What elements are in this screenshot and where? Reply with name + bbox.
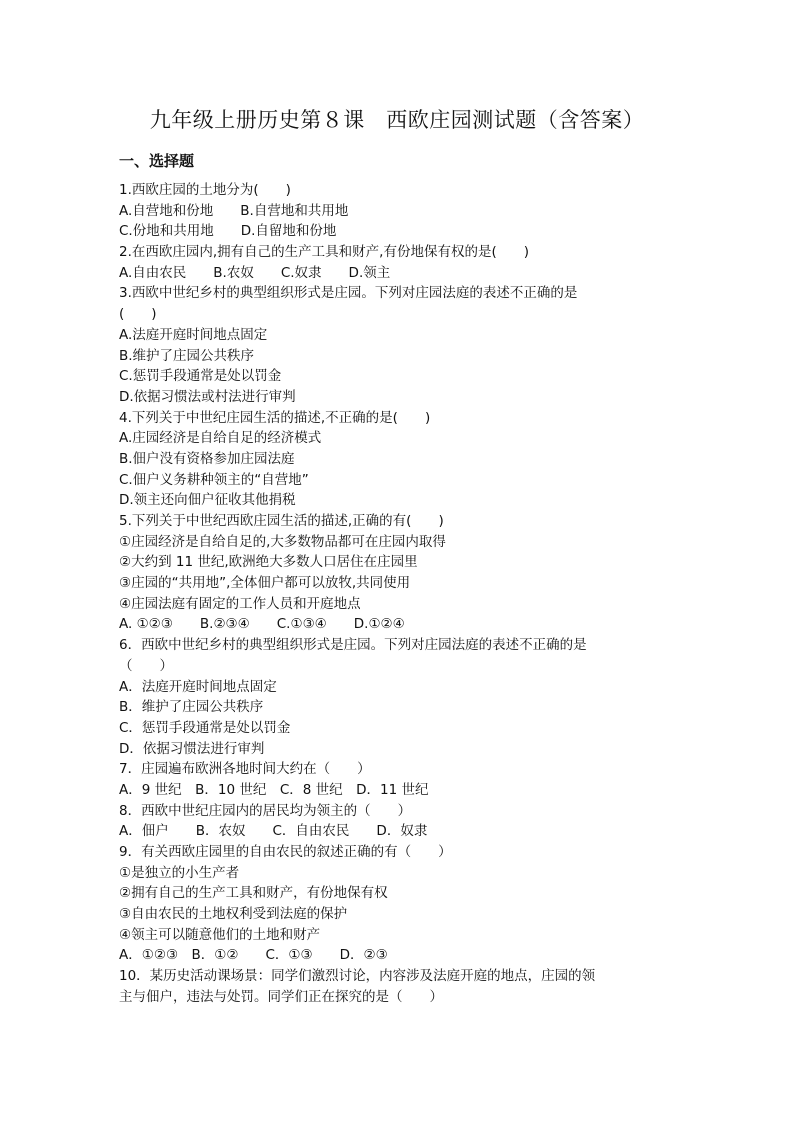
text-line: 4.下列关于中世纪庄园生活的描述,不正确的是( )	[119, 409, 431, 426]
text-line: 7．庄园遍布欧洲各地时间大约在（ ）	[119, 761, 371, 778]
text-line: 2.在西欧庄园内,拥有自己的生产工具和财产,有份地保有权的是( )	[119, 244, 529, 261]
text-line: ④领主可以随意他们的土地和财产	[119, 926, 321, 943]
text-line: C.份地和共用地 D.自留地和份地	[119, 223, 337, 240]
text-line: A.庄园经济是自给自足的经济模式	[119, 430, 322, 447]
text-line: C.佃户义务耕种领主的“自营地”	[119, 471, 309, 488]
text-line: 9．有关西欧庄园里的自由农民的叙述正确的有（ ）	[119, 844, 452, 860]
text-line: A.自由农民 B.农奴 C.奴隶 D.领主	[119, 264, 391, 281]
text-line: C．惩罚手段通常是处以罚金	[119, 719, 291, 736]
text-line: ①庄园经济是自给自足的,大多数物品都可在庄园内取得	[119, 533, 446, 550]
text-line: 3.西欧中世纪乡村的典型组织形式是庄园。下列对庄园法庭的表述不正确的是	[119, 285, 578, 302]
section-heading: 一、选择题	[119, 152, 195, 170]
text-line: A.法庭开庭时间地点固定	[119, 326, 268, 343]
text-line: ②大约到 11 世纪,欧洲绝大多数人口居住在庄园里	[119, 554, 418, 571]
text-line: A．佃户 B．农奴 C．自由农民 D．奴隶	[119, 823, 428, 840]
text-line: B.维护了庄园公共秩序	[119, 347, 255, 364]
text-line: ③自由农民的土地权利受到法庭的保护	[119, 906, 348, 923]
text-line: 10．某历史活动课场景：同学们激烈讨论，内容涉及法庭开庭的地点，庄园的领	[119, 968, 596, 985]
text-line: ③庄园的“共用地”,全体佃户都可以放牧,共同使用	[119, 575, 411, 592]
text-line: C.惩罚手段通常是处以罚金	[119, 368, 282, 385]
text-line: （ ）	[119, 657, 173, 674]
text-line: 5.下列关于中世纪西欧庄园生活的描述,正确的有( )	[119, 513, 444, 529]
text-line: A. ①②③ B.②③④ C.①③④ D.①②④	[119, 616, 405, 633]
document-title: 九年级上册历史第８课 西欧庄园测试题（含答案）	[149, 108, 645, 132]
text-line: 主与佃户，违法与处罚。同学们正在探究的是（ ）	[119, 988, 443, 1005]
text-line: A.自营地和份地 B.自营地和共用地	[119, 202, 349, 219]
text-line: A．法庭开庭时间地点固定	[119, 678, 277, 695]
question-body	[119, 180, 685, 1008]
text-line: D.领主还向佃户征收其他捐税	[119, 492, 296, 509]
text-line: ( )	[119, 306, 157, 323]
text-line: D．依据习惯法进行审判	[119, 740, 265, 757]
text-line: 6．西欧中世纪乡村的典型组织形式是庄园。下列对庄园法庭的表述不正确的是	[119, 637, 587, 654]
text-line: D.依据习惯法或村法进行审判	[119, 388, 296, 405]
text-line: A．9 世纪 B．10 世纪 C．8 世纪 D．11 世纪	[119, 781, 429, 798]
text-line: A．①②③ B．①② C．①③ D．②③	[119, 947, 388, 964]
text-line: ①是独立的小生产者	[119, 864, 240, 881]
text-line: ④庄园法庭有固定的工作人员和开庭地点	[119, 595, 361, 612]
text-line: B．维护了庄园公共秩序	[119, 699, 264, 716]
text-line: B.佃户没有资格参加庄园法庭	[119, 450, 295, 467]
text-line: ②拥有自己的生产工具和财产，有份地保有权	[119, 885, 388, 902]
text-line: 8．西欧中世纪庄园内的居民均为领主的（ ）	[119, 802, 412, 819]
text-line: 1.西欧庄园的土地分为( )	[119, 182, 291, 198]
